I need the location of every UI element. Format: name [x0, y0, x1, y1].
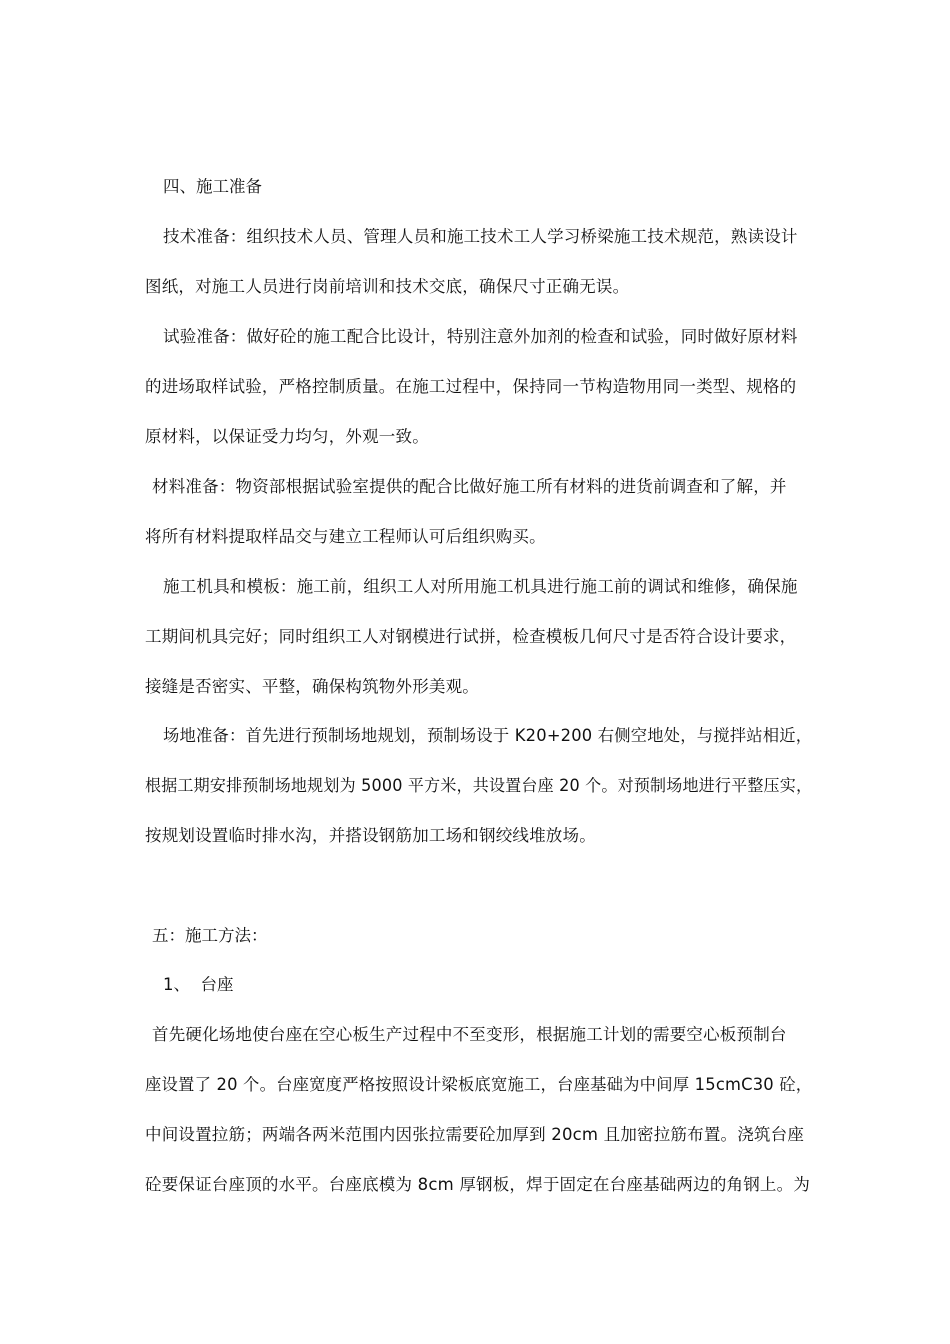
material-prep-line-2: 将所有材料提取样品交与建立工程师认可后组织购买。 — [145, 527, 546, 546]
section-5-title: 五：施工方法： — [152, 926, 268, 945]
test-prep-line-2: 的进场取样试验，严格控制质量。在施工过程中，保持同一节构造物用同一类型、规格的 — [145, 377, 797, 396]
test-prep-line-3: 原材料，以保证受力均匀，外观一致。 — [145, 427, 429, 446]
subsection-1-title: 1、 台座 — [163, 975, 234, 994]
site-prep-line-1: 场地准备：首先进行预制场地规划，预制场设于 K20+200 右侧空地处，与搅拌站相近， — [163, 726, 813, 745]
equipment-prep-line-1: 施工机具和模板：施工前，组织工人对所用施工机具进行施工前的调试和维修，确保施 — [163, 577, 798, 596]
equipment-prep-line-3: 接缝是否密实、平整，确保构筑物外形美观。 — [145, 677, 479, 696]
pedestal-line-4: 砼要保证台座顶的水平。台座底模为 8cm 厚钢板，焊于固定在台座基础两边的角钢上。为 — [145, 1175, 811, 1194]
pedestal-line-2: 座设置了 20 个。台座宽度严格按照设计梁板底宽施工，台座基础为中间厚 15cmC30 砼， — [145, 1075, 813, 1094]
section-4-title: 四、施工准备 — [163, 177, 262, 196]
site-prep-line-2: 根据工期安排预制场地规划为 5000 平方米，共设置台座 20 个。对预制场地进行平整压实， — [145, 776, 813, 795]
site-prep-line-3: 按规划设置临时排水沟，并搭设钢筋加工场和钢绞线堆放场。 — [145, 826, 596, 845]
tech-prep-line-2: 图纸，对施工人员进行岗前培训和技术交底，确保尺寸正确无误。 — [145, 277, 630, 296]
tech-prep-line-1: 技术准备：组织技术人员、管理人员和施工技术工人学习桥梁施工技术规范，熟读设计 — [163, 227, 798, 246]
material-prep-line-1: 材料准备：物资部根据试验室提供的配合比做好施工所有材料的进货前调查和了解，并 — [152, 477, 787, 496]
pedestal-line-3: 中间设置拉筋；两端各两米范围内因张拉需要砼加厚到 20cm 且加密拉筋布置。浇筑台座 — [145, 1125, 805, 1144]
equipment-prep-line-2: 工期间机具完好；同时组织工人对钢模进行试拼，检查模板几何尺寸是否符合设计要求， — [145, 627, 797, 646]
pedestal-line-1: 首先硬化场地使台座在空心板生产过程中不至变形，根据施工计划的需要空心板预制台 — [152, 1025, 787, 1044]
test-prep-line-1: 试验准备：做好砼的施工配合比设计，特别注意外加剂的检查和试验，同时做好原材料 — [163, 327, 798, 346]
